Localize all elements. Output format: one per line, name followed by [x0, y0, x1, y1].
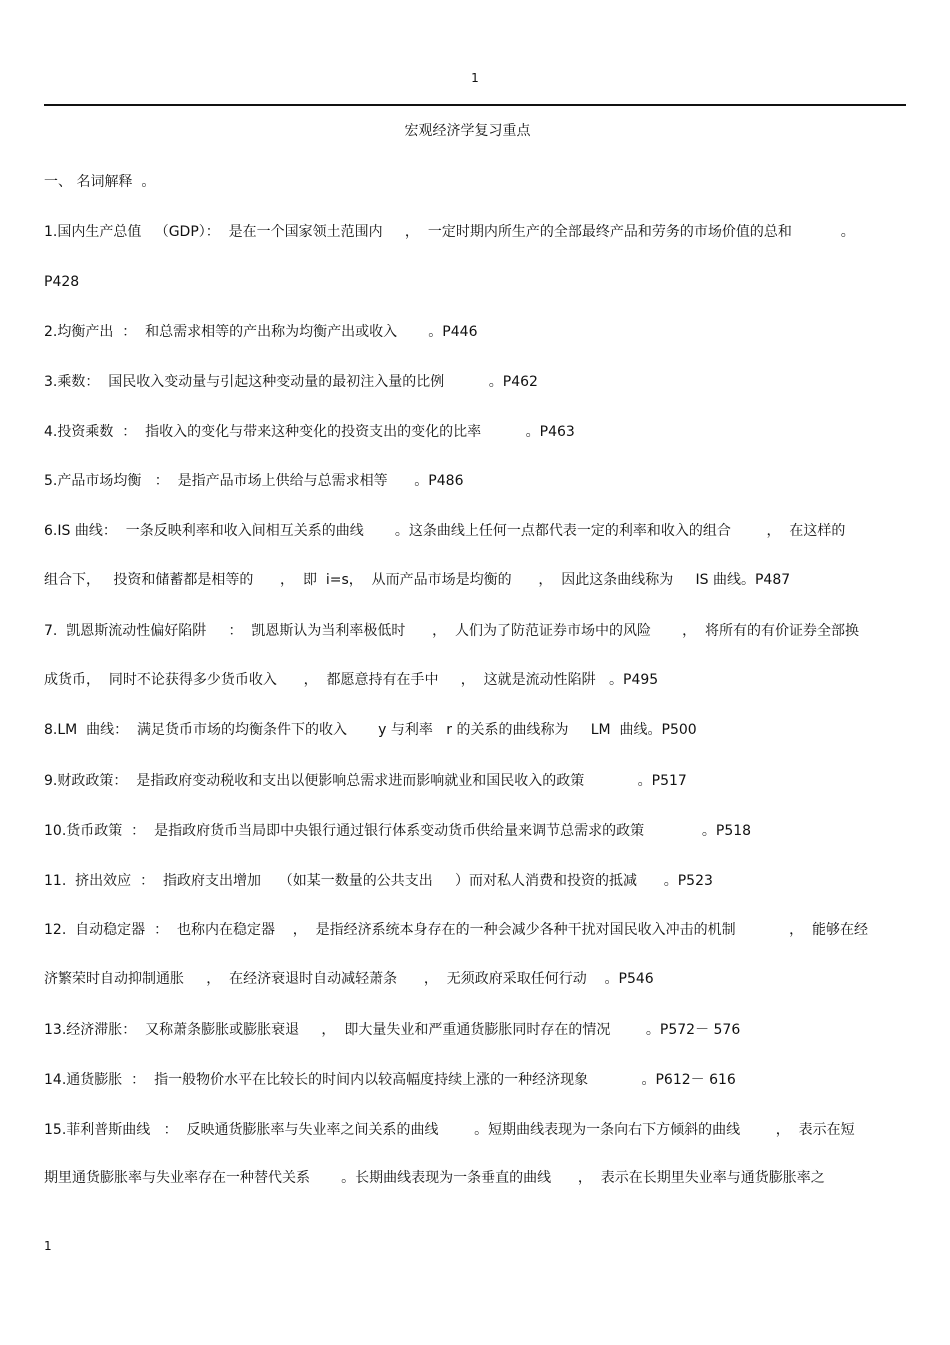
text-line: 期里通货膨胀率与失业率存在一种替代关系 。长期曲线表现为一条垂直的曲线 ， 表示在长期里失业率与通货膨胀率之: [44, 1170, 825, 1186]
text-line: 13.经济滞胀： 又称萧条膨胀或膨胀衰退 ， 即大量失业和严重通货膨胀同时存在的情况 。P572－ 576: [44, 1022, 741, 1038]
text-line: 15.菲利普斯曲线 ： 反映通货膨胀率与失业率之间关系的曲线 。短期曲线表现为一条向右下方倾斜的曲线 ， 表示在短: [44, 1122, 855, 1138]
text-line: 10.货币政策 ： 是指政府货币当局即中央银行通过银行体系变动货币供给量来调节总需求的政策 。P518: [44, 823, 752, 839]
text-line: 3.乘数： 国民收入变动量与引起这种变动量的最初注入量的比例 。P462: [44, 374, 538, 390]
text-line: 7. 凯恩斯流动性偏好陷阱 ： 凯恩斯认为当利率极低时 ， 人们为了防范证券市场中的风险 ， 将所有的有价证券全部换: [44, 623, 860, 639]
header-divider: [44, 104, 906, 106]
text-line: 5.产品市场均衡 ： 是指产品市场上供给与总需求相等 。P486: [44, 473, 464, 489]
text-line: 2.均衡产出 ： 和总需求相等的产出称为均衡产出或收入 。P446: [44, 324, 478, 340]
text-line: 1.国内生产总值 （GDP）： 是在一个国家领土范围内 ， 一定时期内所生产的全部最终产品和劳务的市场价值的总和 。: [44, 224, 855, 240]
section-heading: 一、 名词解释 。: [44, 174, 156, 190]
text-line: 14.通货膨胀 ： 指一般物价水平在比较长的时间内以较高幅度持续上涨的一种经济现象 。P612－ 616: [44, 1072, 736, 1088]
text-line: 组合下， 投资和储蓄都是相等的 ， 即 i=s， 从而产品市场是均衡的 ， 因此这条曲线称为 IS 曲线。P487: [44, 572, 791, 588]
text-line: 6.IS 曲线： 一条反映利率和收入间相互关系的曲线 。这条曲线上任何一点都代表一定的利率和收入的组合 ， 在这样的: [44, 523, 846, 539]
text-line: 成货币， 同时不论获得多少货币收入 ， 都愿意持有在手中 ， 这就是流动性陷阱 。P495: [44, 672, 659, 688]
text-line: 济繁荣时自动抑制通胀 ， 在经济衰退时自动减轻萧条 ， 无须政府采取任何行动 。P546: [44, 971, 654, 987]
text-line: 9.财政政策： 是指政府变动税收和支出以便影响总需求进而影响就业和国民收入的政策 。P517: [44, 773, 687, 789]
header-page-number: 1: [471, 71, 479, 85]
text-line: 8.LM 曲线： 满足货币市场的均衡条件下的收入 y 与利率 r 的关系的曲线称为 LM 曲线。P500: [44, 722, 697, 738]
text-line: 12. 自动稳定器 ： 也称内在稳定器 ， 是指经济系统本身存在的一种会减少各种干扰对国民收入冲击的机制 ， 能够在经: [44, 922, 868, 938]
text-line: 4.投资乘数 ： 指收入的变化与带来这种变化的投资支出的变化的比率 。P463: [44, 424, 575, 440]
text-line: P428: [44, 274, 80, 290]
text-line: 11. 挤出效应 ： 指政府支出增加 （如某一数量的公共支出 ）而对私人消费和投资的抵减 。P523: [44, 873, 713, 889]
document-title: 宏观经济学复习重点: [404, 123, 531, 139]
footer-page-number: 1: [44, 1239, 52, 1253]
